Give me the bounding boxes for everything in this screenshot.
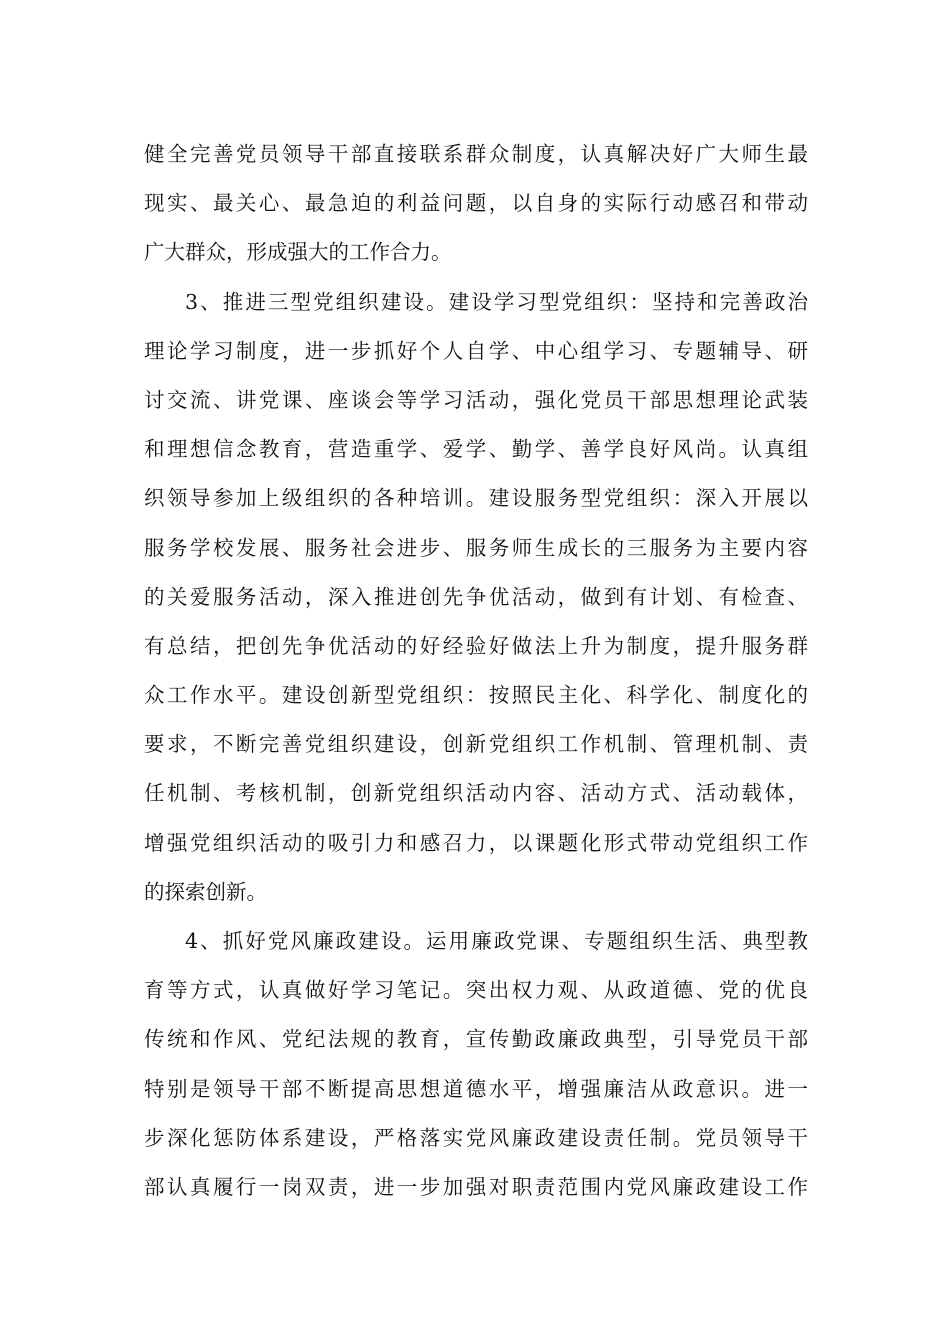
text-line: 和理想信念教育，营造重学、爱学、勤学、善学良好风尚。认真组 xyxy=(144,437,808,462)
text-line: 部认真履行一岗双责，进一步加强对职责范围内党风廉政建设工作 xyxy=(144,1174,808,1199)
text-line: 的探索创新。 xyxy=(144,879,267,904)
text-line: 健全完善党员领导干部直接联系群众制度，认真解决好广大师生最 xyxy=(144,142,808,166)
text-line: 特别是领导干部不断提高思想道德水平，增强廉洁从政意识。进一 xyxy=(144,1076,808,1101)
text-line: 讨交流、讲党课、座谈会等学习活动，强化党员干部思想理论武装 xyxy=(144,387,808,412)
text-line: 现实、最关心、最急迫的利益问题，以自身的实际行动感召和带动 xyxy=(144,191,808,216)
text-line: 理论学习制度，进一步抓好个人自学、中心组学习、专题辅导、研 xyxy=(144,338,808,363)
text-line: 织领导参加上级组织的各种培训。建设服务型党组织：深入开展以 xyxy=(144,486,808,511)
text-line: 步深化惩防体系建设，严格落实党风廉政建设责任制。党员领导干 xyxy=(144,1125,808,1150)
body-text xyxy=(144,130,808,1212)
text-line: 有总结，把创先争优活动的好经验好做法上升为制度，提升服务群 xyxy=(144,633,808,658)
text-line: 育等方式，认真做好学习笔记。突出权力观、从政道德、党的优良 xyxy=(144,978,808,1003)
text-line: 4、抓好党风廉政建设。运用廉政党课、专题组织生活、典型教 xyxy=(185,929,808,953)
text-line: 广大群众，形成强大的工作合力。 xyxy=(144,240,452,265)
text-line: 增强党组织活动的吸引力和感召力，以课题化形式带动党组织工作 xyxy=(144,830,808,855)
text-line: 众工作水平。建设创新型党组织：按照民主化、科学化、制度化的 xyxy=(144,683,808,708)
text-line: 的关爱服务活动，深入推进创先争优活动，做到有计划、有检查、 xyxy=(144,584,808,609)
text-line: 任机制、考核机制，创新党组织活动内容、活动方式、活动载体， xyxy=(144,781,808,806)
text-line: 服务学校发展、服务社会进步、服务师生成长的三服务为主要内容 xyxy=(144,535,808,560)
text-line: 要求，不断完善党组织建设，创新党组织工作机制、管理机制、责 xyxy=(144,732,808,757)
text-line: 传统和作风、党纪法规的教育，宣传勤政廉政典型，引导党员干部 xyxy=(144,1027,808,1052)
text-line: 3、推进三型党组织建设。建设学习型党组织：坚持和完善政治 xyxy=(185,289,808,314)
